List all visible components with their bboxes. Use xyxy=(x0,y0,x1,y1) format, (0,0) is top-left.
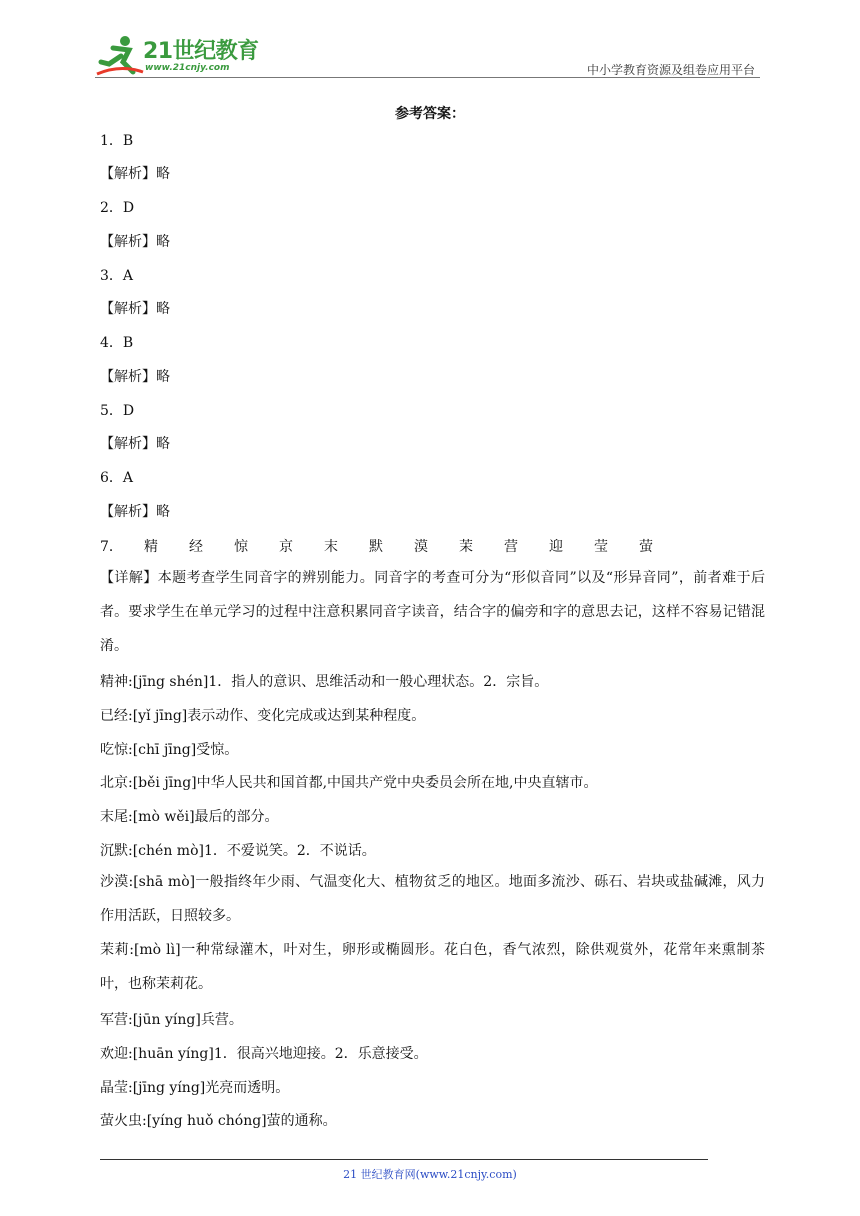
answer-note: 【解析】略 xyxy=(100,504,170,520)
answer-char: 漠 xyxy=(414,539,428,555)
page-header xyxy=(95,30,760,80)
answer-char: 惊 xyxy=(234,539,248,555)
definition-line: 已经:[yǐ jīng]表示动作、变化完成或达到某种程度。 xyxy=(100,708,426,724)
definition-line: 晶莹:[jīng yíng]光亮而透明。 xyxy=(100,1080,290,1096)
page-title: 参考答案： xyxy=(395,106,465,122)
answer-char: 京 xyxy=(279,539,293,555)
definition-line: 吃惊:[chī jīng]受惊。 xyxy=(100,742,239,758)
answer-number: 6．A xyxy=(100,470,134,486)
runner-icon xyxy=(95,34,145,78)
definition-line: 北京:[běi jīng]中华人民共和国首都,中国共产党中央委员会所在地,中央直辖市。 xyxy=(100,775,598,791)
answer-char: 莹 xyxy=(594,539,608,555)
q7-answer-chars xyxy=(144,536,684,556)
header-divider xyxy=(95,77,760,78)
footer-divider xyxy=(100,1159,708,1160)
answer-number: 2．D xyxy=(100,200,135,216)
logo-url: www.21cnjy.com xyxy=(145,63,230,73)
site-logo xyxy=(95,34,265,78)
answer-char: 茉 xyxy=(459,539,473,555)
answer-number: 1．B xyxy=(100,133,134,149)
answer-char: 末 xyxy=(324,539,338,555)
header-platform-text: 中小学教育资源及组卷应用平台 xyxy=(586,63,755,77)
logo-text: 21世纪教育 xyxy=(143,39,259,64)
q7-detail: 【详解】本题考查学生同音字的辨别能力。同音字的考查可分为“形似音同”以及“形异音同”，前者难于后者。要求学生在单元学习的过程中注意积累同音字读音，结合字的偏旁和字的意思去记，这样不容易记错混淆。 xyxy=(100,570,765,654)
definition-line: 茉莉:[mò lì]一种常绿灌木，叶对生，卵形或椭圆形。花白色，香气浓烈，除供观赏外，花常年来熏制茶叶，也称茉莉花。 xyxy=(100,942,765,992)
footer-text: 21 世纪教育网(www.21cnjy.com) xyxy=(343,1168,517,1181)
answer-char: 萤 xyxy=(639,539,653,555)
answer-char: 迎 xyxy=(549,539,563,555)
answer-note: 【解析】略 xyxy=(100,436,170,452)
answer-note: 【解析】略 xyxy=(100,369,170,385)
definition-line: 精神:[jīng shén]1．指人的意识、思维活动和一般心理状态。2．宗旨。 xyxy=(100,674,549,690)
answer-number: 4．B xyxy=(100,335,134,351)
answer-char: 营 xyxy=(504,539,518,555)
answer-char: 默 xyxy=(369,539,383,555)
definition-line: 沉默:[chén mò]1．不爱说笑。2．不说话。 xyxy=(100,843,376,859)
answer-note: 【解析】略 xyxy=(100,301,170,317)
answer-number: 5．D xyxy=(100,403,135,419)
answer-note: 【解析】略 xyxy=(100,234,170,250)
definition-line: 欢迎:[huān yíng]1．很高兴地迎接。2．乐意接受。 xyxy=(100,1046,428,1062)
answer-number: 3．A xyxy=(100,268,134,284)
answer-char: 经 xyxy=(189,539,203,555)
answer-char: 精 xyxy=(144,539,158,555)
definition-line: 萤火虫:[yíng huǒ chóng]萤的通称。 xyxy=(100,1113,337,1129)
definition-line: 军营:[jūn yíng]兵营。 xyxy=(100,1012,243,1028)
q7-number: 7． xyxy=(100,539,123,555)
definition-line: 末尾:[mò wěi]最后的部分。 xyxy=(100,809,279,825)
definition-line: 沙漠:[shā mò]一般指终年少雨、气温变化大、植物贫乏的地区。地面多流沙、砾石、岩块或盐碱滩，风力作用活跃，日照较多。 xyxy=(100,874,765,924)
answer-note: 【解析】略 xyxy=(100,166,170,182)
